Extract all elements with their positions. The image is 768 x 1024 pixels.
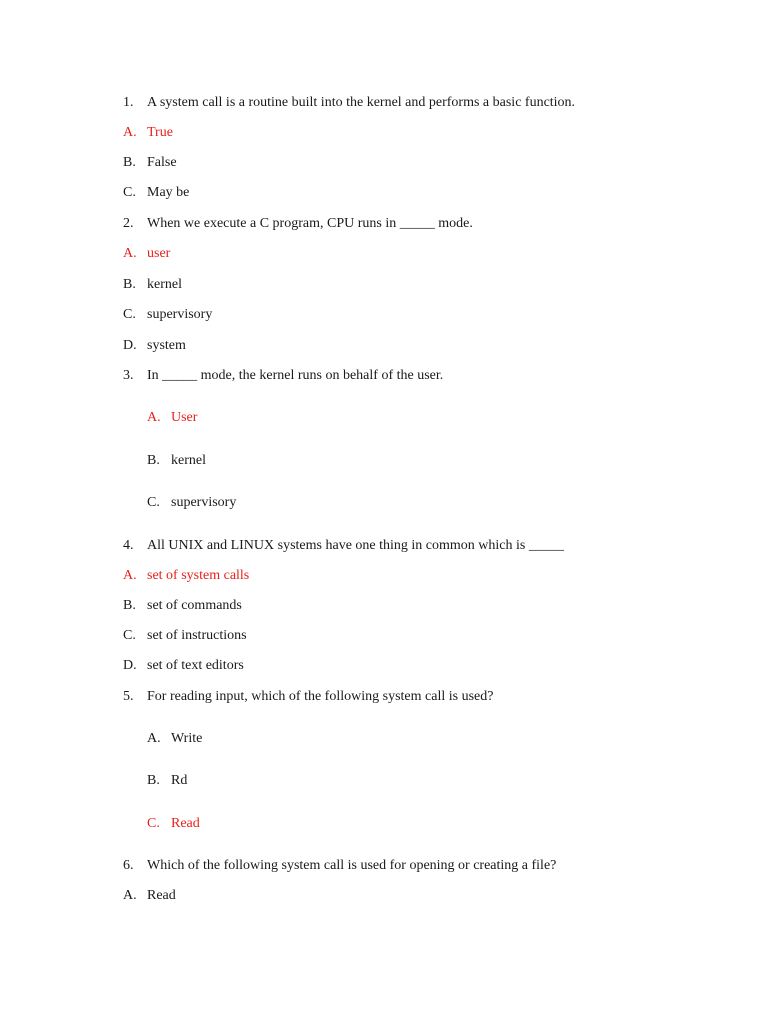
option-text: May be xyxy=(147,185,190,200)
option-text: supervisory xyxy=(147,307,213,322)
option-text: set of text editors xyxy=(147,658,244,673)
option-text: user xyxy=(147,246,171,261)
option-text: Write xyxy=(171,731,203,746)
option-text: User xyxy=(171,410,198,425)
question-number: 1. xyxy=(123,95,134,110)
option-letter: C. xyxy=(123,628,136,643)
option-letter: B. xyxy=(147,773,160,788)
option-letter: A. xyxy=(123,246,137,261)
option-text: set of instructions xyxy=(147,628,247,643)
option-letter: A. xyxy=(123,888,137,903)
option-letter: A. xyxy=(123,568,137,583)
question-text: All UNIX and LINUX systems have one thing in common which is _____ xyxy=(147,538,564,553)
option-letter: A. xyxy=(123,125,137,140)
option-letter: A. xyxy=(147,410,161,425)
option-letter: B. xyxy=(123,155,136,170)
question-text: For reading input, which of the following system call is used? xyxy=(147,689,494,704)
question-text: In _____ mode, the kernel runs on behalf of the user. xyxy=(147,368,444,383)
option-letter: B. xyxy=(123,277,136,292)
question-number: 6. xyxy=(123,858,134,873)
option-text: set of commands xyxy=(147,598,242,613)
option-text: Read xyxy=(171,816,200,831)
option-text: supervisory xyxy=(171,495,237,510)
option-letter: A. xyxy=(147,731,161,746)
option-text: Rd xyxy=(171,773,188,788)
option-letter: C. xyxy=(123,307,136,322)
option-text: kernel xyxy=(171,453,206,468)
option-text: set of system calls xyxy=(147,568,250,583)
option-letter: B. xyxy=(147,453,160,468)
question-text: Which of the following system call is used for opening or creating a file? xyxy=(147,858,557,873)
option-text: kernel xyxy=(147,277,182,292)
question-number: 3. xyxy=(123,368,134,383)
option-text: system xyxy=(147,338,186,353)
option-text: Read xyxy=(147,888,176,903)
question-text: When we execute a C program, CPU runs in _____ mode. xyxy=(147,216,473,231)
question-number: 4. xyxy=(123,538,134,553)
question-text: A system call is a routine built into the kernel and performs a basic function. xyxy=(147,95,576,110)
question-number: 5. xyxy=(123,689,134,704)
option-text: False xyxy=(147,155,177,170)
option-letter: C. xyxy=(147,816,160,831)
option-letter: B. xyxy=(123,598,136,613)
option-letter: C. xyxy=(147,495,160,510)
question-number: 2. xyxy=(123,216,134,231)
option-letter: D. xyxy=(123,338,137,353)
option-text: True xyxy=(147,125,173,140)
option-letter: C. xyxy=(123,185,136,200)
option-letter: D. xyxy=(123,658,137,673)
